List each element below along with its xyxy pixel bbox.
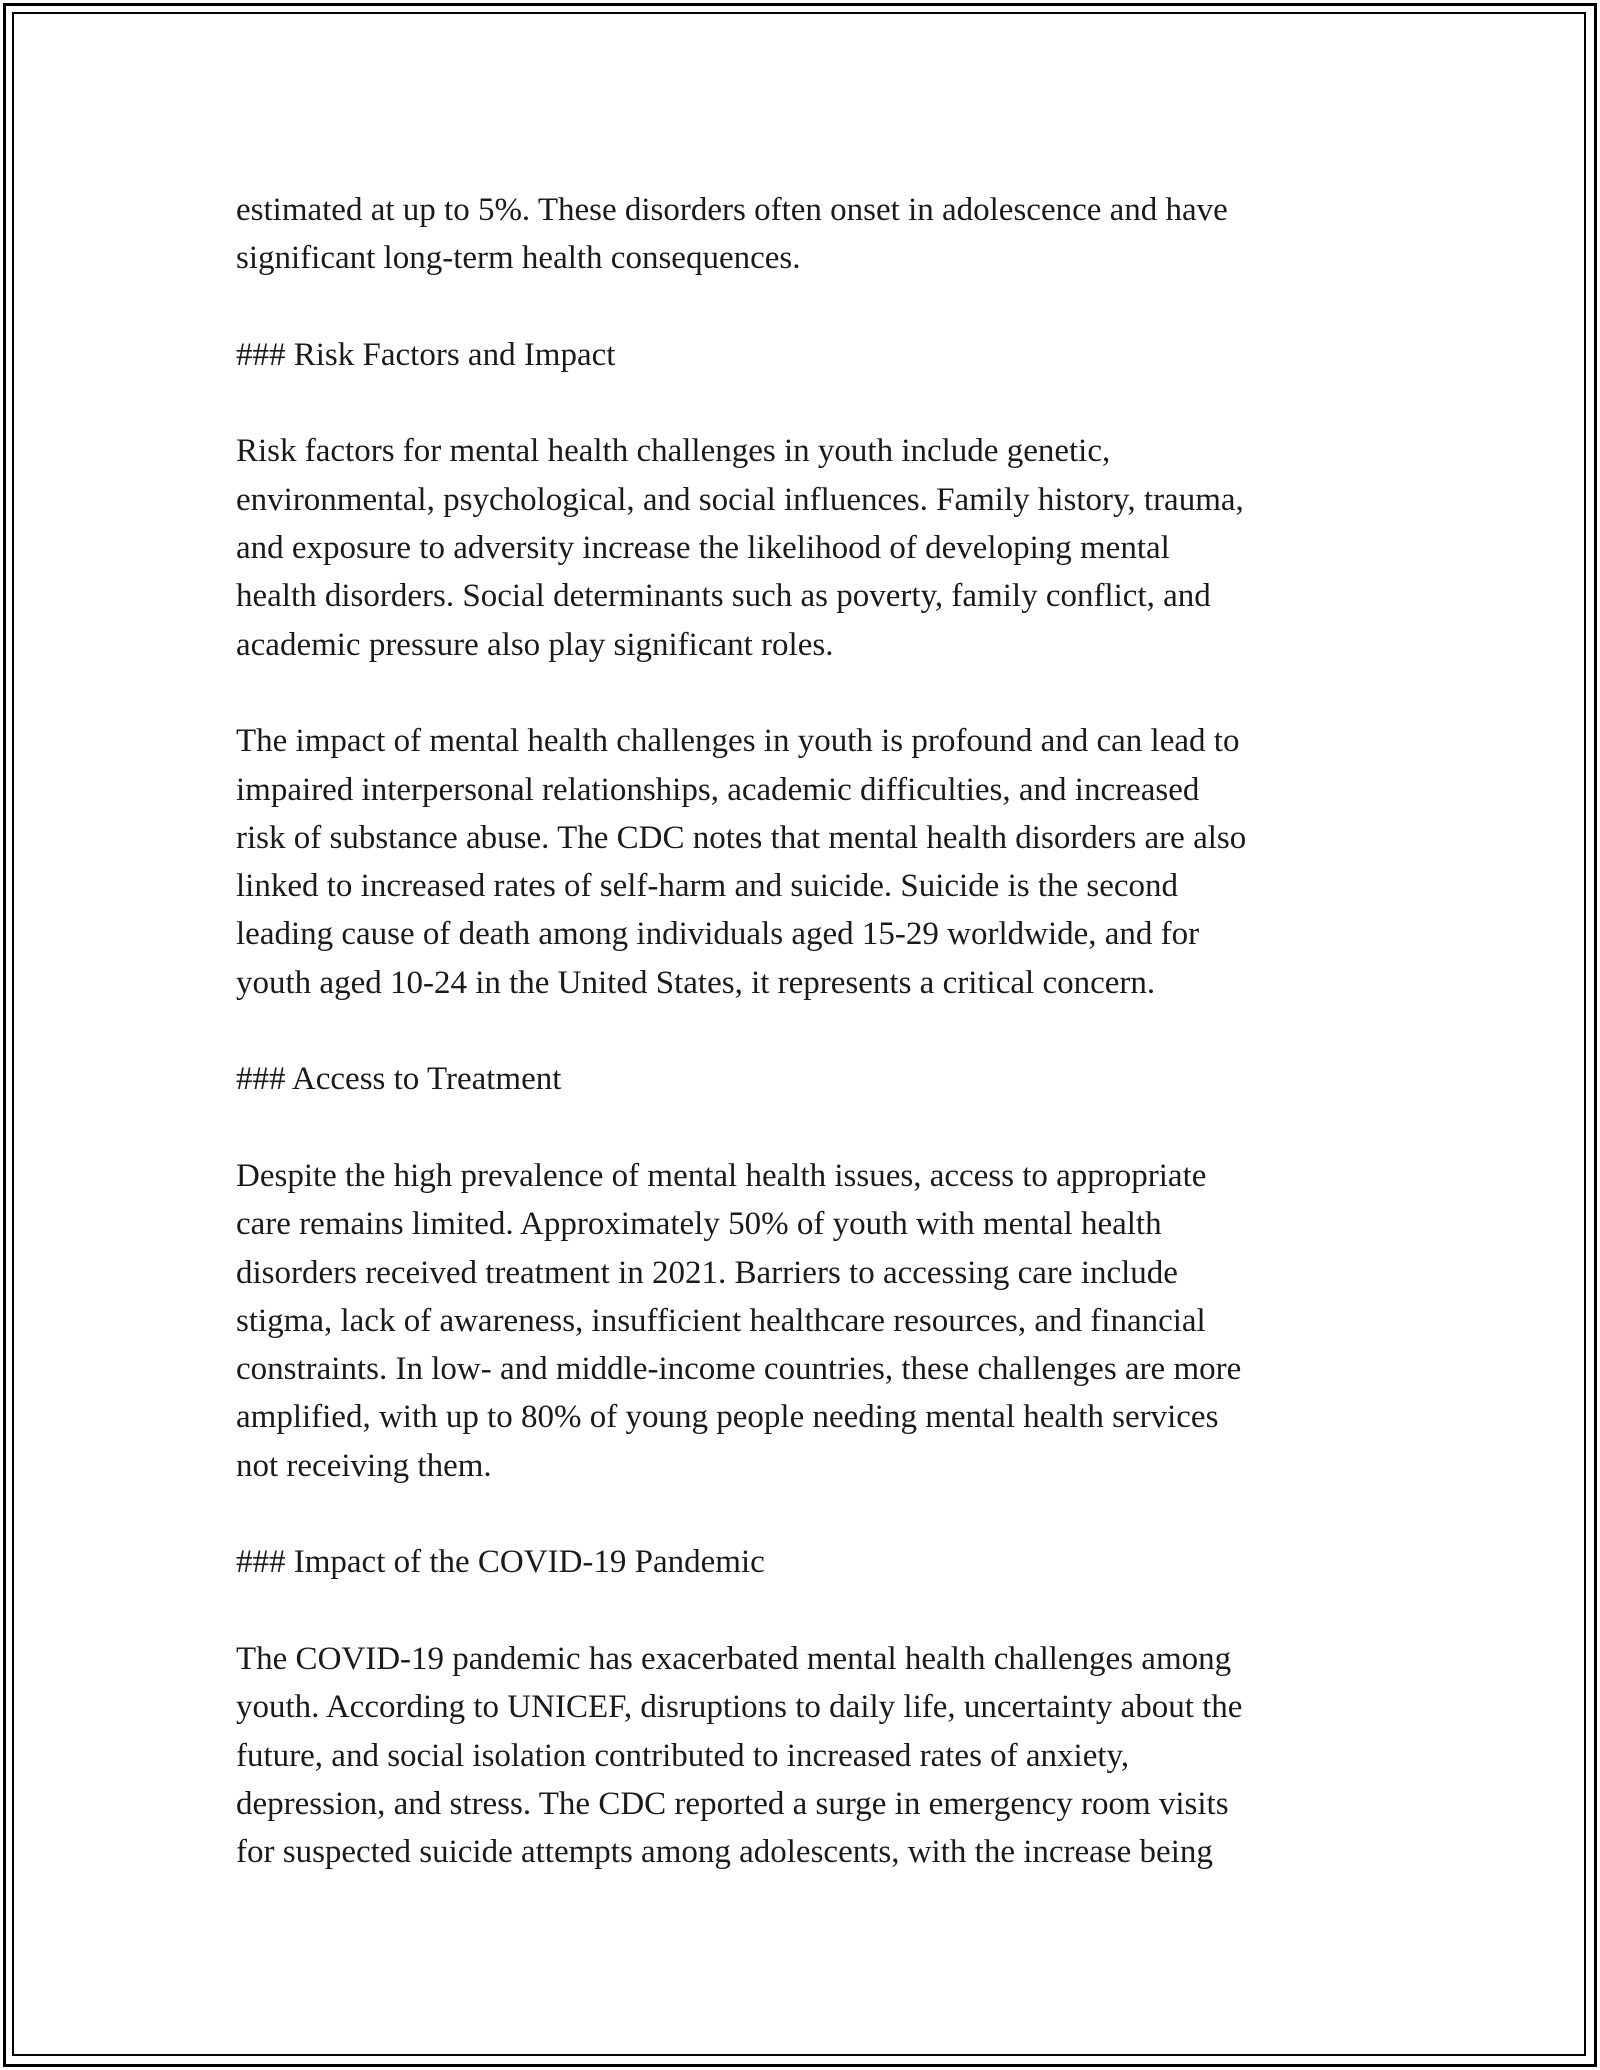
paragraph <box>236 1152 1396 1490</box>
text-line: care remains limited. Approximately 50% of youth with mental health <box>236 1206 1162 1243</box>
text-line: constraints. In low- and middle-income countries, these challenges are more <box>236 1351 1242 1388</box>
text-line: impaired interpersonal relationships, academic difficulties, and increased <box>236 771 1200 808</box>
text-line: academic pressure also play significant roles. <box>236 626 834 663</box>
text-line: estimated at up to 5%. These disorders often onset in adolescence and have <box>236 192 1228 228</box>
text-line: ### Risk Factors and Impact <box>236 336 616 373</box>
text-line: amplified, with up to 80% of young people needing mental health services <box>236 1399 1219 1436</box>
text-line: risk of substance abuse. The CDC notes that mental health disorders are also <box>236 819 1247 856</box>
text-line: The impact of mental health challenges in youth is profound and can lead to <box>236 723 1240 760</box>
text-line: youth aged 10-24 in the United States, it represents a critical concern. <box>236 964 1156 1001</box>
paragraph <box>236 717 1396 1007</box>
text-line: for suspected suicide attempts among adolescents, with the increase being <box>236 1834 1213 1871</box>
section-heading <box>236 1055 1396 1103</box>
text-line: Risk factors for mental health challenges in youth include genetic, <box>236 433 1111 470</box>
text-line: stigma, lack of awareness, insufficient healthcare resources, and financial <box>236 1302 1206 1339</box>
text-line: health disorders. Social determinants such as poverty, family conflict, and <box>236 578 1211 615</box>
paragraph <box>236 186 1396 283</box>
text-line: and exposure to adversity increase the likelihood of developing mental <box>236 530 1170 567</box>
text-line: significant long-term health consequences. <box>236 240 801 277</box>
text-line: leading cause of death among individuals aged 15-29 worldwide, and for <box>236 916 1200 953</box>
text-line: linked to increased rates of self-harm and suicide. Suicide is the second <box>236 868 1179 905</box>
text-line: ### Impact of the COVID-19 Pandemic <box>236 1544 765 1581</box>
text-line: The COVID-19 pandemic has exacerbated mental health challenges among <box>236 1640 1232 1677</box>
text-line: youth. According to UNICEF, disruptions to daily life, uncertainty about the <box>236 1689 1243 1726</box>
section-heading <box>236 331 1396 379</box>
text-line: ### Access to Treatment <box>236 1061 562 1098</box>
paragraph <box>236 427 1396 668</box>
document-body <box>236 186 1396 1925</box>
text-line: Despite the high prevalence of mental health issues, access to appropriate <box>236 1157 1207 1194</box>
text-line: depression, and stress. The CDC reported a surge in emergency room visits <box>236 1785 1229 1822</box>
paragraph <box>236 1635 1396 1876</box>
text-line: disorders received treatment in 2021. Barriers to accessing care include <box>236 1254 1178 1291</box>
section-heading <box>236 1538 1396 1586</box>
text-line: environmental, psychological, and social influences. Family history, trauma, <box>236 481 1244 518</box>
text-line: future, and social isolation contributed to increased rates of anxiety, <box>236 1737 1130 1774</box>
text-line: not receiving them. <box>236 1447 492 1484</box>
